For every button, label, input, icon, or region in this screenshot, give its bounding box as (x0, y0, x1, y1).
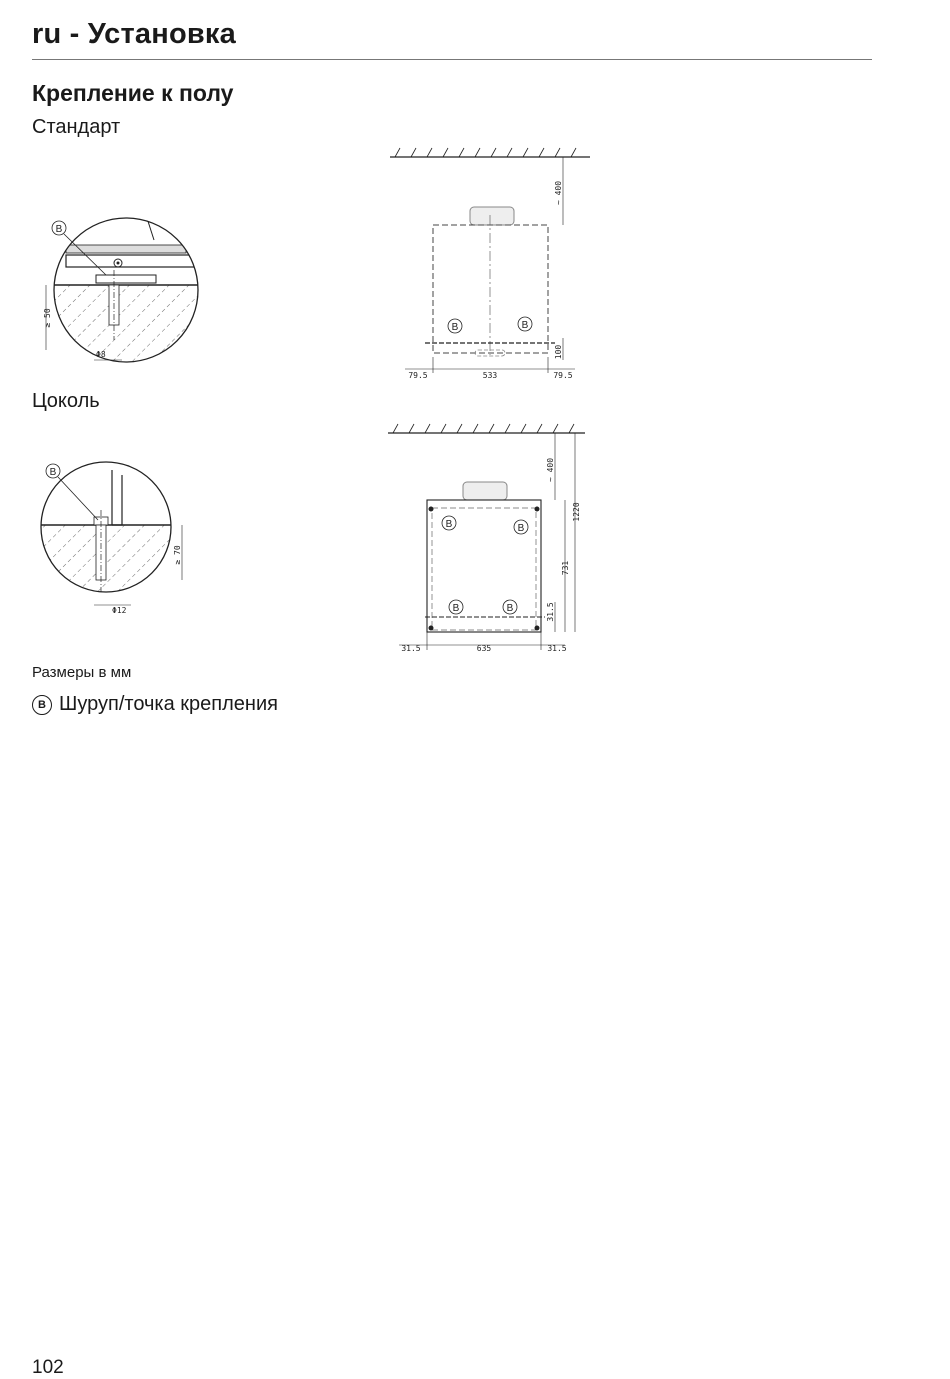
legend-text: Шуруп/точка крепления (59, 693, 278, 715)
plinth-detail-diameter: Φ12 (112, 606, 127, 615)
plinth-front-marker-bl: B (452, 603, 460, 614)
plinth-front-bottom-offset: 31.5 (546, 602, 555, 622)
standard-front-ceiling-dist: ~ 400 (554, 180, 563, 206)
legend (32, 693, 278, 716)
plinth-detail-marker: B (49, 467, 57, 478)
standard-label: Стандарт (32, 116, 121, 138)
page-number: 102 (32, 1357, 64, 1378)
standard-front-right-offset: 79.5 (553, 371, 573, 380)
standard-detail-diagram (36, 200, 216, 380)
standard-detail-marker: B (55, 224, 63, 235)
plinth-front-left-offset: 31.5 (401, 644, 421, 653)
section-title: Крепление к полу (32, 80, 234, 106)
plinth-front-marker-br: B (506, 603, 514, 614)
standard-detail-diameter: Φ8 (96, 350, 106, 359)
standard-front-marker-right: B (521, 320, 529, 331)
plinth-front-marker-tl: B (445, 519, 453, 530)
page-header-title: ru - Установка (32, 18, 236, 50)
plinth-detail-depth: ≥ 70 (173, 545, 182, 565)
plinth-front-right-offset: 31.5 (547, 644, 567, 653)
standard-front-diagram (385, 145, 615, 385)
plinth-detail-diagram (36, 455, 216, 625)
plinth-front-ceiling-dist: ~ 400 (546, 457, 555, 483)
plinth-front-marker-tr: B (517, 523, 525, 534)
legend-marker: B (32, 695, 52, 715)
plinth-label: Цоколь (32, 390, 100, 412)
standard-front-marker-left: B (451, 322, 459, 333)
dimensions-note: Размеры в мм (32, 664, 132, 681)
standard-detail-depth: ≥ 50 (43, 308, 52, 328)
standard-front-height: 100 (554, 344, 563, 360)
plinth-front-span: 635 (476, 644, 492, 653)
plinth-front-total-height: 1220 (572, 502, 581, 522)
plinth-front-diagram (385, 420, 615, 660)
standard-front-left-offset: 79.5 (408, 371, 428, 380)
standard-front-span: 533 (482, 371, 498, 380)
header-rule (32, 59, 872, 60)
plinth-front-height: 731 (561, 560, 570, 576)
